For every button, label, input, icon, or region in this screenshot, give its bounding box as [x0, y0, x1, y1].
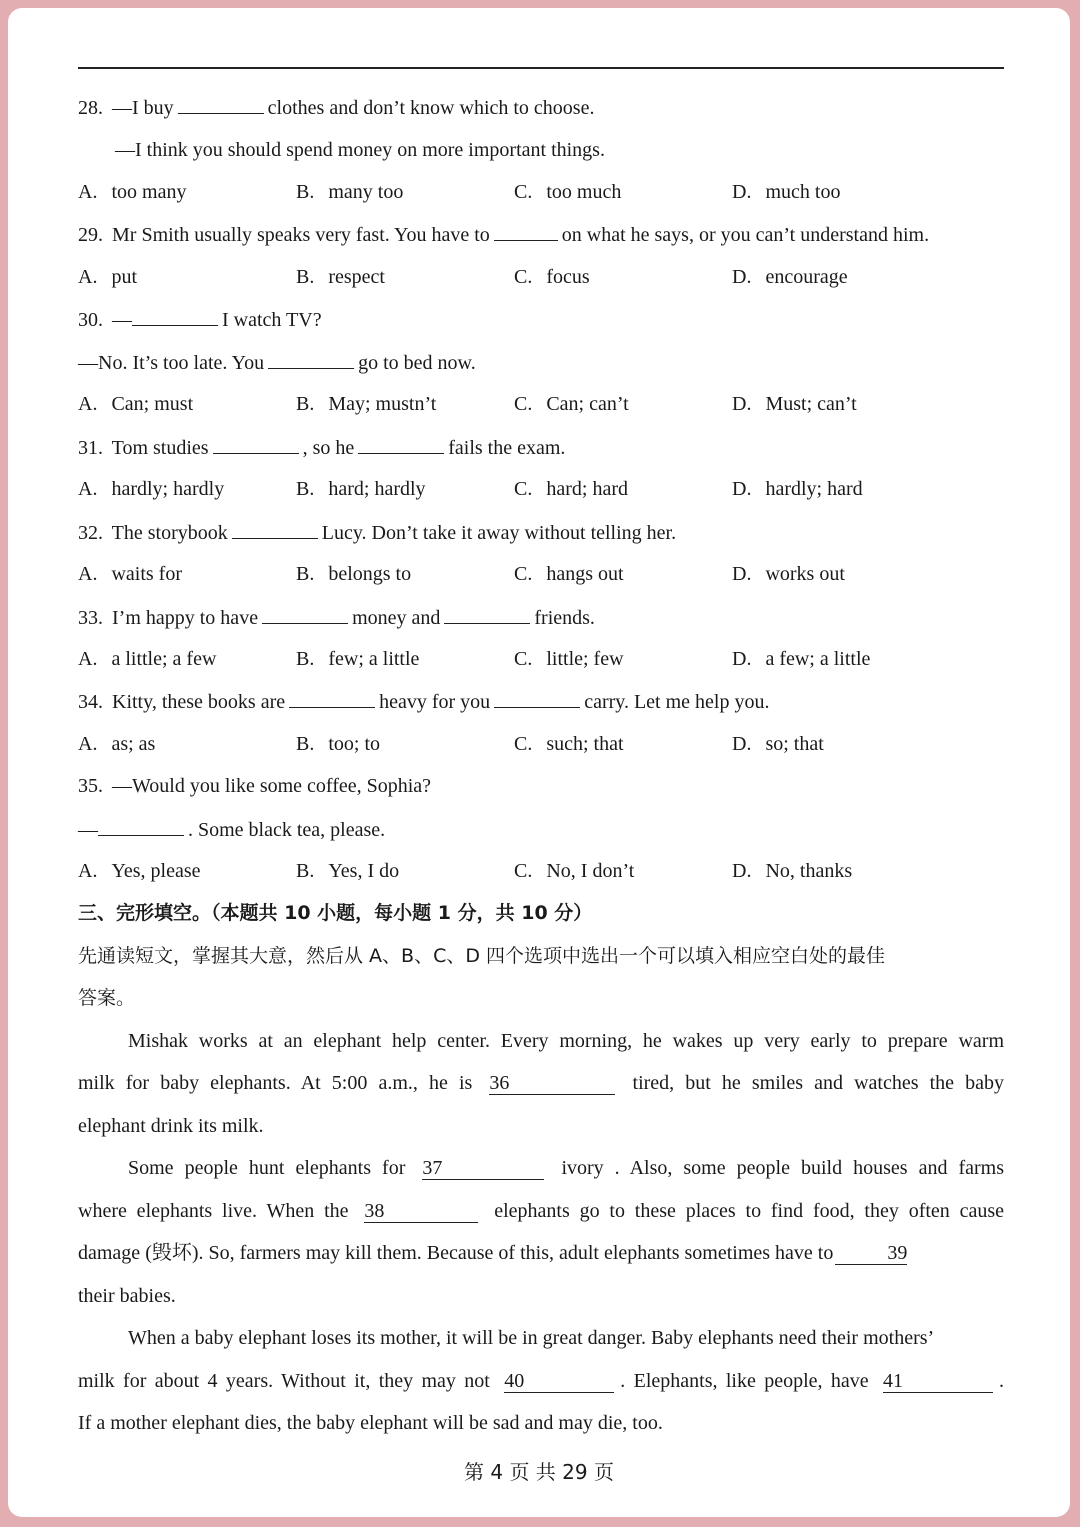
options-35 [78, 859, 1004, 883]
question-30 [78, 307, 322, 332]
question-number: 35. [78, 775, 103, 797]
question-number: 34. [78, 691, 103, 713]
passage-text: where elephants live. When the [78, 1200, 349, 1222]
question-stem: Mr Smith usually speaks very fast. You have to [112, 224, 490, 246]
option-c: C. such; that [514, 733, 624, 755]
question-33 [78, 605, 595, 630]
reply-text: . Some black tea, please. [188, 819, 386, 841]
question-28 [78, 95, 594, 120]
option-d: D. so; that [732, 733, 824, 755]
answer-blank [494, 222, 558, 241]
section-instructions-cont: 答案。 [78, 987, 136, 1009]
reply-text: — [78, 819, 98, 841]
passage-line [78, 1199, 1004, 1223]
option-c: C. hangs out [514, 563, 624, 585]
question-stem: on what he says, or you can’t understand him. [561, 224, 930, 246]
question-stem: money and [352, 607, 441, 629]
option-d: D. Must; can’t [732, 393, 857, 415]
question-stem: fails the exam. [448, 437, 566, 459]
option-d: D. No, thanks [732, 860, 853, 882]
passage-text: milk for about 4 years. Without it, they may not [78, 1370, 490, 1392]
option-a: A. a little; a few [78, 648, 217, 670]
passage-line: their babies. [78, 1285, 176, 1307]
question-number: 29. [78, 224, 103, 246]
header-rule [78, 67, 1004, 69]
answer-blank [98, 817, 184, 836]
option-c: C. hard; hard [514, 478, 628, 500]
answer-blank [262, 605, 348, 624]
option-a: A. hardly; hardly [78, 478, 225, 500]
passage-line: If a mother elephant dies, the baby elephant will be sad and may die, too. [78, 1412, 663, 1434]
blank-41: 41 [883, 1370, 993, 1393]
blank-38: 38 [364, 1200, 478, 1223]
question-30-reply [78, 350, 476, 375]
options-34 [78, 732, 1004, 756]
option-b: B. too; to [296, 733, 381, 755]
option-c: C. focus [514, 266, 590, 288]
question-28-reply: —I think you should spend money on more important things. [115, 139, 605, 161]
passage-text: Some people hunt elephants for [128, 1157, 406, 1179]
option-d: D. a few; a little [732, 648, 871, 670]
question-29 [78, 222, 929, 247]
option-a: A. as; as [78, 733, 156, 755]
option-a: A. too many [78, 181, 187, 203]
option-b: B. few; a little [296, 648, 420, 670]
answer-blank [289, 689, 375, 708]
passage-text: . Elephants, like people, have [620, 1370, 869, 1392]
question-35-reply [78, 817, 385, 842]
page-footer: 第 4 页 共 29 页 [464, 1460, 614, 1484]
option-b: B. many too [296, 181, 404, 203]
passage-text: tired, but he smiles and watches the baby [632, 1072, 1005, 1094]
options-28 [78, 180, 1004, 204]
question-32 [78, 520, 676, 545]
question-stem: — [112, 309, 132, 331]
passage-line [78, 1369, 1004, 1393]
question-stem: , so he [302, 437, 355, 459]
option-b: B. Yes, I do [296, 860, 400, 882]
question-stem: Tom studies [111, 437, 209, 459]
question-stem: clothes and don’t know which to choose. [267, 97, 595, 119]
passage-text: damage (毁坏). So, farmers may kill them. Because of this, adult elephants sometimes have to [78, 1242, 834, 1264]
options-29 [78, 265, 1004, 289]
answer-blank [213, 435, 299, 454]
blank-39: 39 [835, 1242, 907, 1265]
question-stem: I’m happy to have [112, 607, 259, 629]
passage-line: elephant drink its milk. [78, 1115, 264, 1137]
option-b: B. hard; hardly [296, 478, 426, 500]
question-stem: —I buy [112, 97, 174, 119]
question-number: 31. [78, 437, 103, 459]
question-stem: friends. [534, 607, 595, 629]
question-stem: Kitty, these books are [112, 691, 286, 713]
question-number: 33. [78, 607, 103, 629]
passage-text: ivory . Also, some people build houses and farms [561, 1157, 1005, 1179]
blank-36: 36 [489, 1072, 615, 1095]
option-b: B. May; mustn’t [296, 393, 437, 415]
options-32 [78, 562, 1004, 586]
option-b: B. respect [296, 266, 385, 288]
option-c: C. Can; can’t [514, 393, 629, 415]
option-a: A. put [78, 266, 138, 288]
option-d: D. works out [732, 563, 845, 585]
question-35 [78, 774, 431, 798]
passage-line: Mishak works at an elephant help center. Every morning, he wakes up very early to prepare warm [128, 1030, 1004, 1052]
exam-page [8, 8, 1070, 1517]
question-stem: —Would you like some coffee, Sophia? [112, 775, 432, 797]
options-31 [78, 477, 1004, 501]
reply-text: go to bed now. [358, 352, 476, 374]
question-number: 32. [78, 522, 103, 544]
answer-blank [494, 689, 580, 708]
question-stem: Lucy. Don’t take it away without telling her. [321, 522, 677, 544]
answer-blank [358, 435, 444, 454]
answer-blank [178, 95, 264, 114]
question-stem: carry. Let me help you. [584, 691, 770, 713]
section-title: 三、完形填空。（本题共 10 小题，每小题 1 分，共 10 分） [78, 902, 593, 924]
option-c: C. little; few [514, 648, 624, 670]
passage-line: When a baby elephant loses its mother, it will be in great danger. Baby elephants need their mothers’ [128, 1327, 935, 1349]
passage-line [128, 1156, 1004, 1180]
option-a: A. Can; must [78, 393, 194, 415]
option-a: A. Yes, please [78, 860, 201, 882]
question-number: 30. [78, 309, 103, 331]
options-33 [78, 647, 1004, 671]
answer-blank [232, 520, 318, 539]
blank-37: 37 [422, 1157, 544, 1180]
question-stem: The storybook [111, 522, 228, 544]
question-31 [78, 435, 565, 460]
options-30 [78, 392, 1004, 416]
passage-text: milk for baby elephants. At 5:00 a.m., he is [78, 1072, 473, 1094]
passage-line [78, 1071, 1004, 1095]
passage-line [78, 1241, 1004, 1265]
option-c: C. too much [514, 181, 622, 203]
reply-text: —No. It’s too late. You [78, 352, 265, 374]
question-34 [78, 689, 769, 714]
section-instructions: 先通读短文，掌握其大意，然后从 A、B、C、D 四个选项中选出一个可以填入相应空白处的最佳 [78, 945, 886, 967]
blank-40: 40 [504, 1370, 614, 1393]
option-d: D. much too [732, 181, 841, 203]
passage-text: elephants go to these places to find food, they often cause [494, 1200, 1005, 1222]
option-c: C. No, I don’t [514, 860, 635, 882]
answer-blank [444, 605, 530, 624]
answer-blank [268, 350, 354, 369]
question-stem: heavy for you [379, 691, 491, 713]
question-number: 28. [78, 97, 103, 119]
option-a: A. waits for [78, 563, 182, 585]
option-d: D. encourage [732, 266, 848, 288]
option-d: D. hardly; hard [732, 478, 863, 500]
option-b: B. belongs to [296, 563, 412, 585]
passage-text: . [999, 1370, 1005, 1392]
question-stem: I watch TV? [222, 309, 322, 331]
answer-blank [132, 307, 218, 326]
